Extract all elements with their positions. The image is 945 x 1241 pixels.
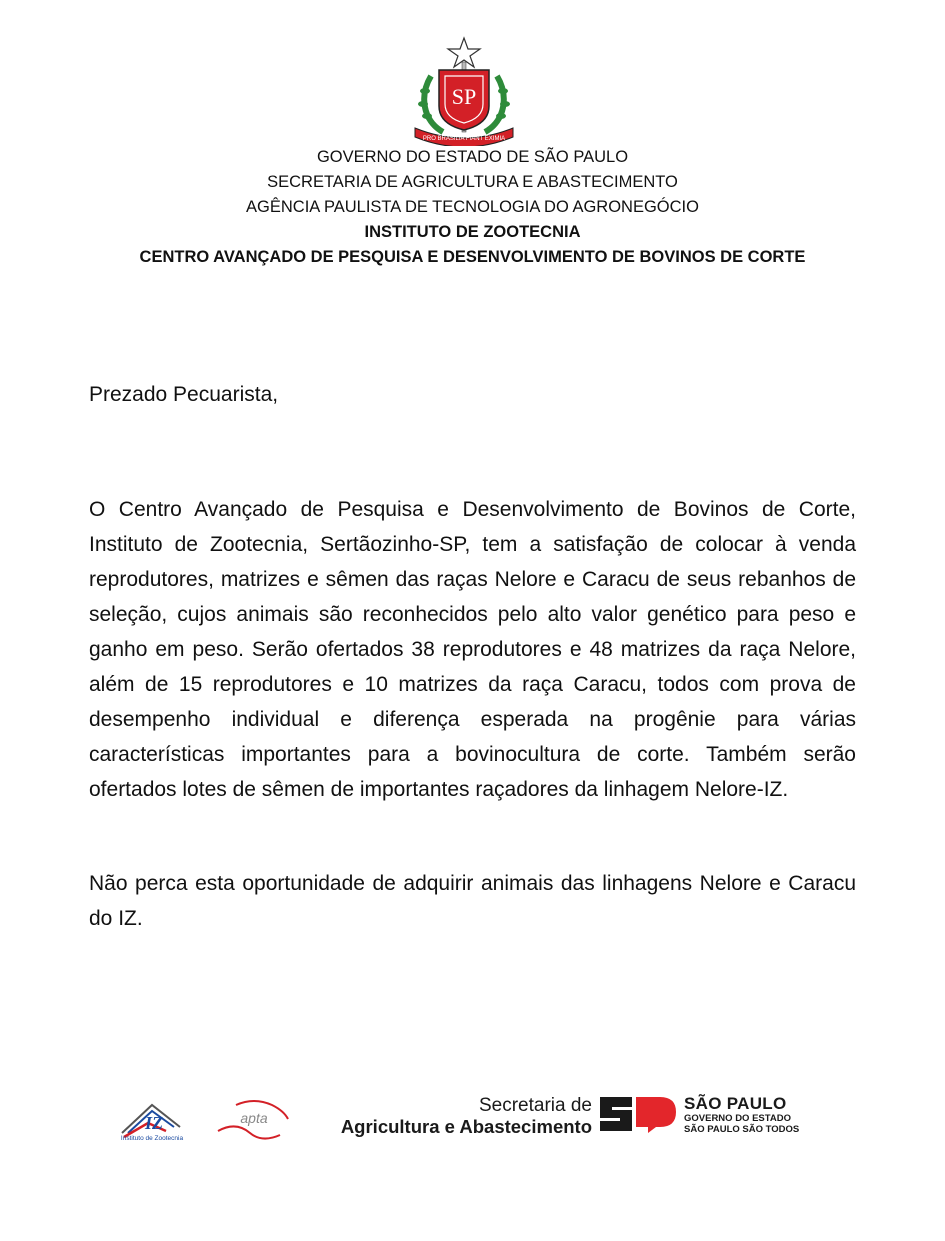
apta-logo (214, 1091, 292, 1149)
letterhead (0, 145, 945, 270)
state-coat-of-arms (409, 36, 519, 146)
sp-title: SÃO PAULO (684, 1094, 787, 1113)
header-institute: INSTITUTO DE ZOOTECNIA (364, 223, 581, 241)
secretaria-line-1: Secretaria de (478, 1095, 592, 1116)
iz-logo-text: IZ (145, 1113, 163, 1133)
footer-logos (0, 1085, 945, 1155)
iz-caption: Instituto de Zootecnia (120, 1135, 184, 1142)
sp-subtitle-1: GOVERNO DO ESTADO (684, 1113, 791, 1124)
header-government: GOVERNO DO ESTADO DE SÃO PAULO (316, 148, 629, 166)
apta-logo-text: apta (240, 1110, 268, 1126)
crest-motto: PRO BRASILIA FIANT EXIMIA (422, 136, 506, 142)
secretaria-logo-text (320, 1095, 592, 1137)
sp-logo-mark (598, 1095, 678, 1133)
secretaria-line-2: Agricultura e Abastecimento (340, 1116, 592, 1137)
letter-greeting: Prezado Pecuarista, (89, 383, 279, 406)
header-secretariat: SECRETARIA DE AGRICULTURA E ABASTECIMENTO (267, 173, 678, 191)
sp-subtitle-2: SÃO PAULO SÃO TODOS (684, 1124, 800, 1135)
header-agency: AGÊNCIA PAULISTA DE TECNOLOGIA DO AGRONEGÓCIO (246, 198, 699, 216)
crest-initials: SP (451, 84, 477, 109)
letter-paragraph-1: O Centro Avançado de Pesquisa e Desenvolvimento de Bovinos de Corte, Instituto de Zootecnia, Sertãozinho-SP, tem a satisfação de colocar à venda reprodutores, matrizes e sêmen das raças Nelore e Caracu de seus rebanhos de seleção, cujos animais são reconhecidos pelo alto valor genético para peso e ganho em peso. Serão ofertados 38 reprodutores e 48 matrizes da raça Nelore, além de 15 reprodutores e 10 matrizes da raça Caracu, todos com prova de desempenho individual e diferença esperada na progênie para várias características importantes para a bovinocultura de corte. Também serão ofertados lotes de sêmen de importantes raçadores da linhagem Nelore-IZ. (89, 498, 856, 801)
header-center: CENTRO AVANÇADO DE PESQUISA E DESENVOLVIMENTO DE BOVINOS DE CORTE (139, 248, 806, 266)
sp-government-logo-text (684, 1095, 799, 1135)
letter-paragraph-2: Não perca esta oportunidade de adquirir animais das linhagens Nelore e Caracu do IZ. (89, 872, 856, 930)
